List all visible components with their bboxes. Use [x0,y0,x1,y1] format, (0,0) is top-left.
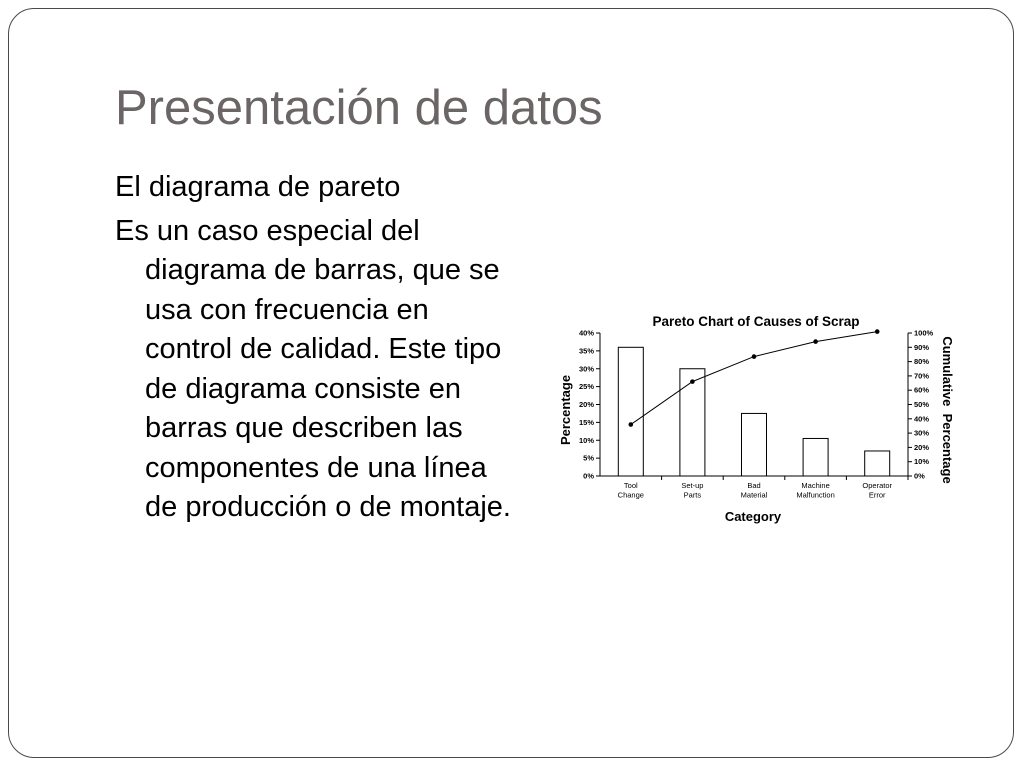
y2-tick-label: 0% [914,471,925,481]
category-label: Bad [747,481,761,490]
category-label: Machine [801,481,830,490]
y-tick-label: 35% [578,346,594,356]
y2-tick-label: 70% [914,371,930,381]
cumulative-point [752,354,757,359]
x-axis-label: Category [724,509,782,524]
chart-title: Pareto Chart of Causes of Scrap [652,314,860,329]
bar [680,369,705,476]
cumulative-line [631,332,877,425]
slide-body [115,168,515,528]
subheading: El diagrama de pareto [115,171,401,203]
cumulative-point [875,329,880,334]
y-tick-label: 15% [578,417,594,427]
pareto-chart [550,305,960,530]
description-paragraph: Es un caso especial del diagrama de barras, que se usa con frecuencia en control de calidad. Este tipo de diagrama consiste en barras que describen las componentes de una línea de producción o de montaje. [115,214,511,523]
y2-tick-label: 100% [914,328,934,338]
y-tick-label: 0% [583,471,594,481]
category-label: Set-up [681,481,704,490]
category-label: Operator [862,481,893,490]
bar [618,347,643,476]
pareto-chart-container [550,305,960,530]
y-tick-label: 20% [578,400,594,409]
y-tick-label: 10% [578,435,594,445]
category-label: Parts [683,490,702,500]
y2-tick-label: 20% [914,442,930,452]
slide-title: Presentación de datos [115,81,603,135]
y2-tick-label: 40% [914,414,930,424]
category-label: Error [868,490,886,500]
y-tick-label: 25% [578,382,594,392]
category-label: Malfunction [796,490,835,500]
category-label: Tool [623,481,638,490]
y2-tick-label: 60% [914,385,930,395]
y-tick-label: 30% [578,364,594,374]
category-label: Material [740,490,768,500]
y2-axis-label: Cumulative Percentage [940,336,955,484]
category-label: Change [617,490,644,500]
y2-tick-label: 10% [914,457,930,467]
y2-tick-label: 80% [914,357,930,367]
y-axis-label: Percentage [558,374,573,446]
cumulative-point [629,422,634,427]
bar [865,451,890,476]
y-tick-label: 5% [583,453,594,463]
cumulative-point [813,339,818,344]
y2-tick-label: 50% [914,400,930,409]
y2-tick-label: 90% [914,342,930,352]
bar [742,413,767,476]
y2-tick-label: 30% [914,428,930,438]
cumulative-point [690,379,695,384]
bar [803,438,828,476]
y-tick-label: 40% [578,328,594,338]
